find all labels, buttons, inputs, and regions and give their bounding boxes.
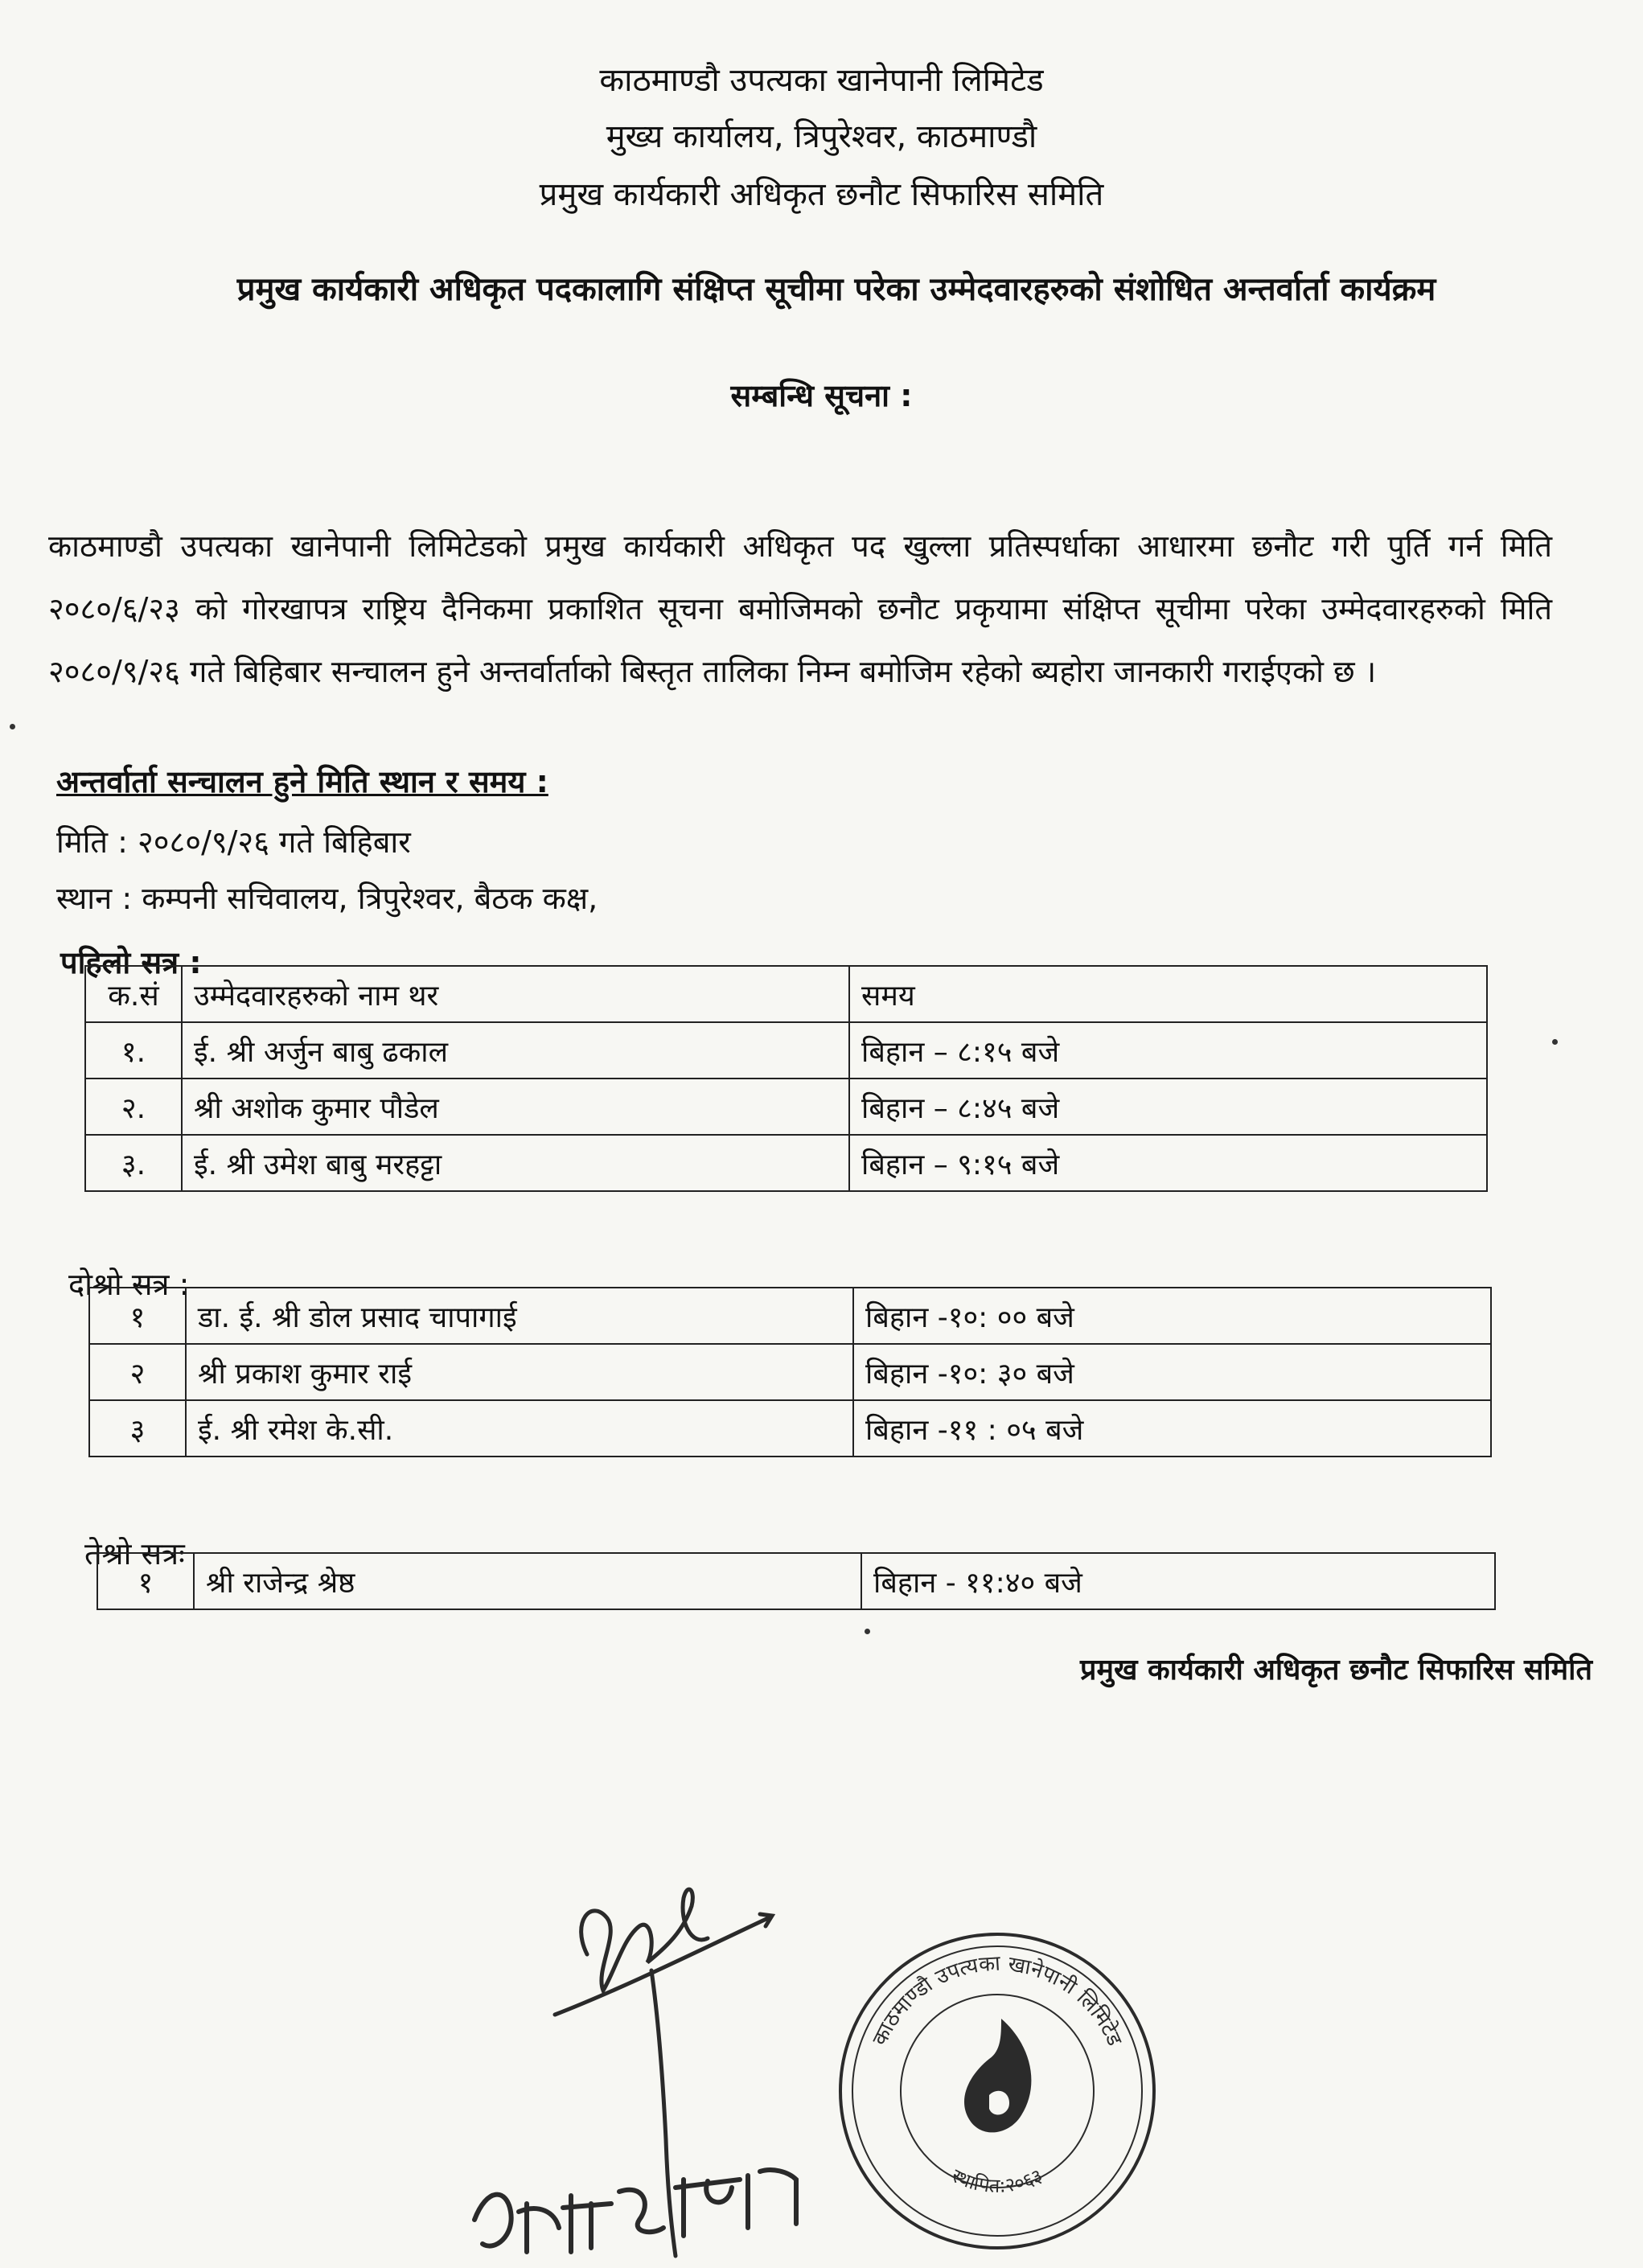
candidate-name-cell: ई. श्री उमेश बाबु मरहट्टा (182, 1135, 849, 1191)
session1-table (84, 965, 1488, 1192)
committee-signatory: प्रमुख कार्यकारी अधिकृत छनौट सिफारिस समिति (1080, 1654, 1592, 1687)
table-row (89, 1288, 1491, 1344)
serial-cell: १ (89, 1288, 186, 1344)
notice-title: प्रमुख कार्यकारी अधिकृत पदकालागि संक्षिप्त सूचीमा परेका उम्मेदवारहरुको संशोधित अन्तर्वार्ता कार्यक्रम (236, 271, 1436, 308)
time-cell: बिहान – ८:१५ बजे (849, 1022, 1487, 1079)
table-row (89, 1344, 1491, 1400)
time-cell: बिहान -१०: ०० बजे (853, 1288, 1491, 1344)
schedule-place: स्थान : कम्पनी सचिवालय, त्रिपुरेश्वर, बैठक कक्ष, (56, 881, 598, 916)
candidate-name-cell: ई. श्री अर्जुन बाबु ढकाल (182, 1022, 849, 1079)
table-row (97, 1553, 1495, 1609)
serial-cell: ३ (89, 1400, 186, 1457)
serial-cell: १. (85, 1022, 182, 1079)
scan-speck (10, 724, 15, 729)
candidate-name-cell: श्री अशोक कुमार पौडेल (182, 1079, 849, 1135)
time-cell: बिहान -११ : ०५ बजे (853, 1400, 1491, 1457)
session3-table (97, 1552, 1496, 1610)
candidate-name-cell: श्री प्रकाश कुमार राई (186, 1344, 853, 1400)
header-name: उम्मेदवारहरुको नाम थर (182, 966, 849, 1022)
table-row (89, 1400, 1491, 1457)
time-cell: बिहान -१०: ३० बजे (853, 1344, 1491, 1400)
company-seal (828, 1922, 1166, 2260)
serial-cell: २. (85, 1079, 182, 1135)
serial-cell: १ (97, 1553, 194, 1609)
table-row (85, 1079, 1487, 1135)
time-cell: बिहान - ११:४० बजे (861, 1553, 1495, 1609)
session2-label: दोश्रो सत्र : (68, 1267, 190, 1302)
session1-label: पहिलो सत्र : (60, 945, 202, 980)
schedule-date: मिति : २०८०/९/२६ गते बिहिबार (56, 824, 411, 860)
schedule-heading: अन्तर्वार्ता सन्चालन हुने मिति स्थान र समय : (56, 764, 548, 799)
header-time: समय (849, 966, 1487, 1022)
notice-paragraph: काठमाण्डौ उपत्यका खानेपानी लिमिटेडको प्रमुख कार्यकारी अधिकृत पद खुल्ला प्रतिस्पर्धाका आधारमा छनौट गरी पुर्ति गर्न मिति २०८०/६/२३ को गोरखापत्र राष्ट्रिय दैनिकमा प्रकाशित सूचना बमोजिमको छनौट प्रकृयामा संक्षिप्त सूचीमा परेका उम्मेदवारहरुको मिति २०८०/९/२६ गते बिहिबार सन्चालन हुने अन्तर्वार्ताको बिस्तृत तालिका निम्न बमोजिम रहेको ब्यहोरा जानकारी गराईएको छ । (48, 528, 1552, 689)
notice-subject: सम्बन्धि सूचना : (730, 378, 913, 413)
header-serial: क.सं (85, 966, 182, 1022)
session2-table (88, 1287, 1492, 1457)
serial-cell: २ (89, 1344, 186, 1400)
scan-speck (1552, 1039, 1558, 1045)
svg-text:काठमाण्डौ उपत्यका खानेपानी लिम (868, 1951, 1127, 2050)
candidate-name-cell: श्री राजेन्द्र श्रेष्ठ (194, 1553, 861, 1609)
committee-name: प्रमुख कार्यकारी अधिकृत छनौट सिफारिस समिति (539, 176, 1104, 213)
table-header-row (85, 966, 1487, 1022)
session3-label: तेश्रो सत्रः (84, 1536, 185, 1572)
time-cell: बिहान – ९:१५ बजे (849, 1135, 1487, 1191)
seal-established: स्थापित:२०६३ (947, 2163, 1047, 2197)
org-name: काठमाण्डौ उपत्यका खानेपानी लिमिटेड (599, 62, 1044, 99)
time-cell: बिहान – ८:४५ बजे (849, 1079, 1487, 1135)
candidate-name-cell: डा. ई. श्री डोल प्रसाद चापागाई (186, 1288, 853, 1344)
candidate-name-cell: ई. श्री रमेश के.सी. (186, 1400, 853, 1457)
table-row (85, 1135, 1487, 1191)
serial-cell: ३. (85, 1135, 182, 1191)
svg-text:स्थापित:२०६३ (948, 2164, 1046, 2197)
org-address: मुख्य कार्यालय, त्रिपुरेश्वर, काठमाण्डौ (606, 118, 1037, 155)
scan-speck (865, 1629, 870, 1634)
table-row (85, 1022, 1487, 1079)
handwritten-signature (450, 1850, 828, 2268)
seal-text: काठमाण्डौ उपत्यका खानेपानी लिमिटेड (868, 1951, 1127, 2050)
